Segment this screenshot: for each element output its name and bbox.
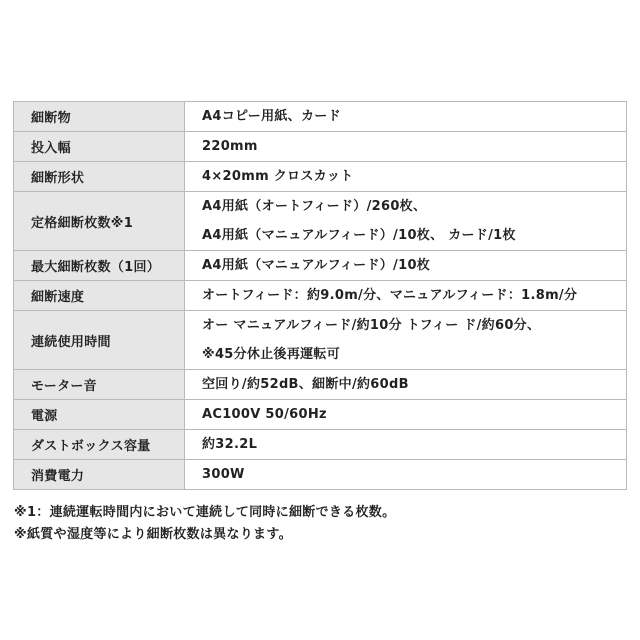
table-row bbox=[14, 162, 627, 192]
footnotes bbox=[14, 502, 626, 546]
table-row bbox=[14, 281, 627, 311]
row-value bbox=[185, 102, 627, 132]
row-label: 消費電力 bbox=[14, 460, 185, 490]
footnote: ※紙質や湿度等により細断枚数は異なります。 bbox=[14, 527, 292, 542]
row-label: モーター音 bbox=[14, 370, 185, 400]
row-value bbox=[185, 281, 627, 311]
table-row bbox=[14, 192, 627, 251]
row-label: 細断物 bbox=[14, 102, 185, 132]
value-line: オー マニュアルフィード/約10分 トフィー ド/約60分、 bbox=[202, 318, 541, 333]
row-label: 細断形状 bbox=[14, 162, 185, 192]
row-value bbox=[185, 132, 627, 162]
row-label: ダストボックス容量 bbox=[14, 430, 185, 460]
value-line: A4用紙（マニュアルフィード）/10枚、 カード/1枚 bbox=[202, 228, 516, 243]
table-row bbox=[14, 370, 627, 400]
value-line: 300W bbox=[202, 467, 245, 482]
value-line: 空回り/約52dB、細断中/約60dB bbox=[202, 377, 409, 392]
spec-table bbox=[13, 101, 627, 490]
row-value bbox=[185, 370, 627, 400]
table-row bbox=[14, 102, 627, 132]
row-label: 投入幅 bbox=[14, 132, 185, 162]
table-row bbox=[14, 460, 627, 490]
row-label: 連続使用時間 bbox=[14, 311, 185, 370]
row-value bbox=[185, 400, 627, 430]
table-row bbox=[14, 311, 627, 370]
row-value bbox=[185, 162, 627, 192]
value-line: ※45分休止後再運転可 bbox=[202, 347, 341, 362]
row-label: 細断速度 bbox=[14, 281, 185, 311]
table-row bbox=[14, 251, 627, 281]
row-value bbox=[185, 311, 627, 370]
row-value bbox=[185, 460, 627, 490]
footnote: ※1：連続運転時間内において連続して同時に細断できる枚数。 bbox=[14, 505, 396, 520]
value-line: A4用紙（マニュアルフィード）/10枚 bbox=[202, 258, 431, 273]
value-line: AC100V 50/60Hz bbox=[202, 407, 327, 422]
value-line: A4用紙（オートフィード）/260枚、 bbox=[202, 199, 427, 214]
row-value bbox=[185, 192, 627, 251]
table-row bbox=[14, 430, 627, 460]
table-row bbox=[14, 400, 627, 430]
row-label: 最大細断枚数（1回） bbox=[14, 251, 185, 281]
value-line: A4コピー用紙、カード bbox=[202, 109, 341, 124]
value-line: 約32.2L bbox=[202, 437, 258, 452]
row-value bbox=[185, 251, 627, 281]
row-label: 定格細断枚数※1 bbox=[14, 192, 185, 251]
value-line: 220mm bbox=[202, 139, 258, 154]
value-line: 4×20mm クロスカット bbox=[202, 169, 354, 184]
table-row bbox=[14, 132, 627, 162]
row-label: 電源 bbox=[14, 400, 185, 430]
row-value bbox=[185, 430, 627, 460]
value-line: オートフィード：約9.0m/分、マニュアルフィード：1.8m/分 bbox=[202, 288, 578, 303]
